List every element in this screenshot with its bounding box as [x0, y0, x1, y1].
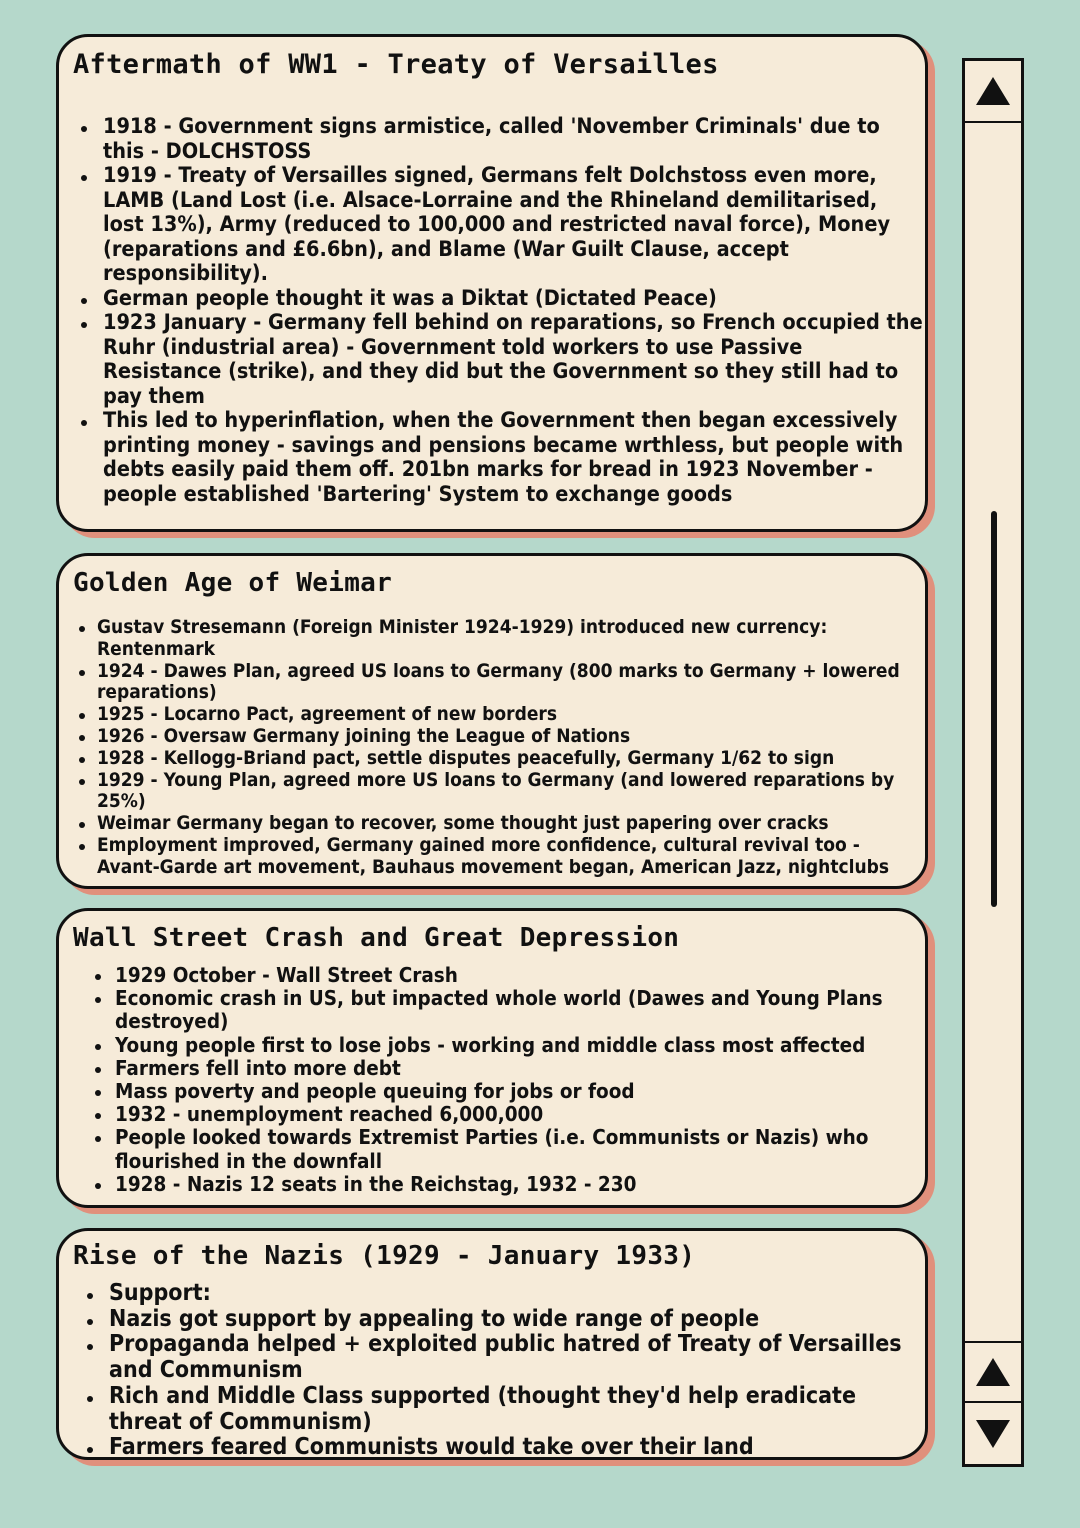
list-item: Gustav Stresemann (Foreign Minister 1924-1929) introduced new currency: Rentenmark [97, 617, 927, 661]
section-rise-of-the-nazis [56, 1228, 928, 1460]
list-item: Nazis got support by appealing to wide range of people [109, 1307, 919, 1333]
section-title: Golden Age of Weimar [73, 568, 393, 598]
list-item: 1928 - Kellogg-Briand pact, settle disputes peacefully, Germany 1/62 to sign [97, 748, 927, 770]
list-item: This led to hyperinflation, when the Government then began excessively printing money - savings and pensions became wrthless, but people with debts easily paid them off. 201bn marks for bread in 1923 November - people established 'Bartering' System to exchange goods [103, 409, 923, 507]
list-item: 1928 - Nazis 12 seats in the Reichstag, 1932 - 230 [115, 1173, 915, 1196]
scroll-up-arrow-icon [976, 77, 1010, 105]
list-item: German people thought it was a Diktat (Dictated Peace) [103, 287, 923, 312]
bullet-list [109, 1281, 919, 1460]
scroll-down-button[interactable] [965, 1403, 1021, 1464]
list-item: 1918 - Government signs armistice, called 'November Criminals' due to this - DOLCHSTOSS [103, 115, 923, 164]
list-item: 1923 January - Germany fell behind on reparations, so French occupied the Ruhr (industrial area) - Government told workers to use Passive Resistance (strike), and they did but the Government so they still had to pay them [103, 310, 923, 409]
list-item: Farmers fell into more debt [115, 1057, 915, 1080]
list-item: 1929 October - Wall Street Crash [115, 964, 915, 987]
section-title: Wall Street Crash and Great Depression [73, 923, 680, 953]
scroll-up-arrow-icon [976, 1358, 1010, 1386]
scroll-up-button[interactable] [965, 61, 1021, 123]
scrollbar-thumb[interactable] [991, 511, 997, 907]
bullet-list [103, 115, 923, 507]
scroll-down-arrow-icon [976, 1420, 1010, 1448]
list-item: Mass poverty and people queuing for jobs or food [115, 1080, 915, 1103]
list-item: 1924 - Dawes Plan, agreed US loans to Germany (800 marks to Germany + lowered reparations) [97, 661, 927, 705]
bullet-list [115, 964, 915, 1196]
bullet-list [97, 617, 927, 879]
list-item: People looked towards Extremist Parties (i.e. Communists or Nazis) who flourished in the downfall [115, 1126, 915, 1172]
section-treaty-of-versailles [56, 34, 928, 532]
list-item: Young people first to lose jobs - working and middle class most affected [115, 1034, 915, 1057]
list-item: Employment improved, Germany gained more confidence, cultural revival too - Avant-Garde art movement, Bauhaus movement began, American Jazz, nightclubs [97, 835, 927, 879]
list-item: 1926 - Oversaw Germany joining the League of Nations [97, 726, 927, 748]
list-item: Farmers feared Communists would take over their land [109, 1435, 919, 1460]
list-item: 1929 - Young Plan, agreed more US loans to Germany (and lowered reparations by 25%) [97, 770, 927, 814]
section-wall-street-crash [56, 908, 928, 1208]
list-item: Economic crash in US, but impacted whole world (Dawes and Young Plans destroyed) [115, 987, 915, 1033]
list-item: Propaganda helped + exploited public hatred of Treaty of Versailles and Communism [109, 1332, 919, 1383]
list-item: 1919 - Treaty of Versailles signed, Germans felt Dolchstoss even more, LAMB (Land Lost (i.e. Alsace-Lorraine and the Rhineland demilitarised, lost 13%), Army (reduced to 100,000 and restricted naval force), Money (reparations and £6.6bn), and Blame (War Guilt Clause, accept responsibility). [103, 164, 923, 287]
section-title: Aftermath of WW1 - Treaty of Versailles [73, 49, 719, 80]
list-item: 1932 - unemployment reached 6,000,000 [115, 1103, 915, 1126]
list-item: Support: [109, 1281, 919, 1307]
scroll-up-button-bottom[interactable] [965, 1341, 1021, 1403]
section-title: Rise of the Nazis (1929 - January 1933) [73, 1241, 696, 1271]
list-item: Rich and Middle Class supported (thought they'd help eradicate threat of Communism) [109, 1384, 919, 1435]
scrollbar[interactable] [962, 58, 1024, 1467]
list-item: Weimar Germany began to recover, some thought just papering over cracks [97, 813, 927, 835]
section-golden-age-of-weimar [56, 553, 928, 889]
list-item: 1925 - Locarno Pact, agreement of new borders [97, 704, 927, 726]
